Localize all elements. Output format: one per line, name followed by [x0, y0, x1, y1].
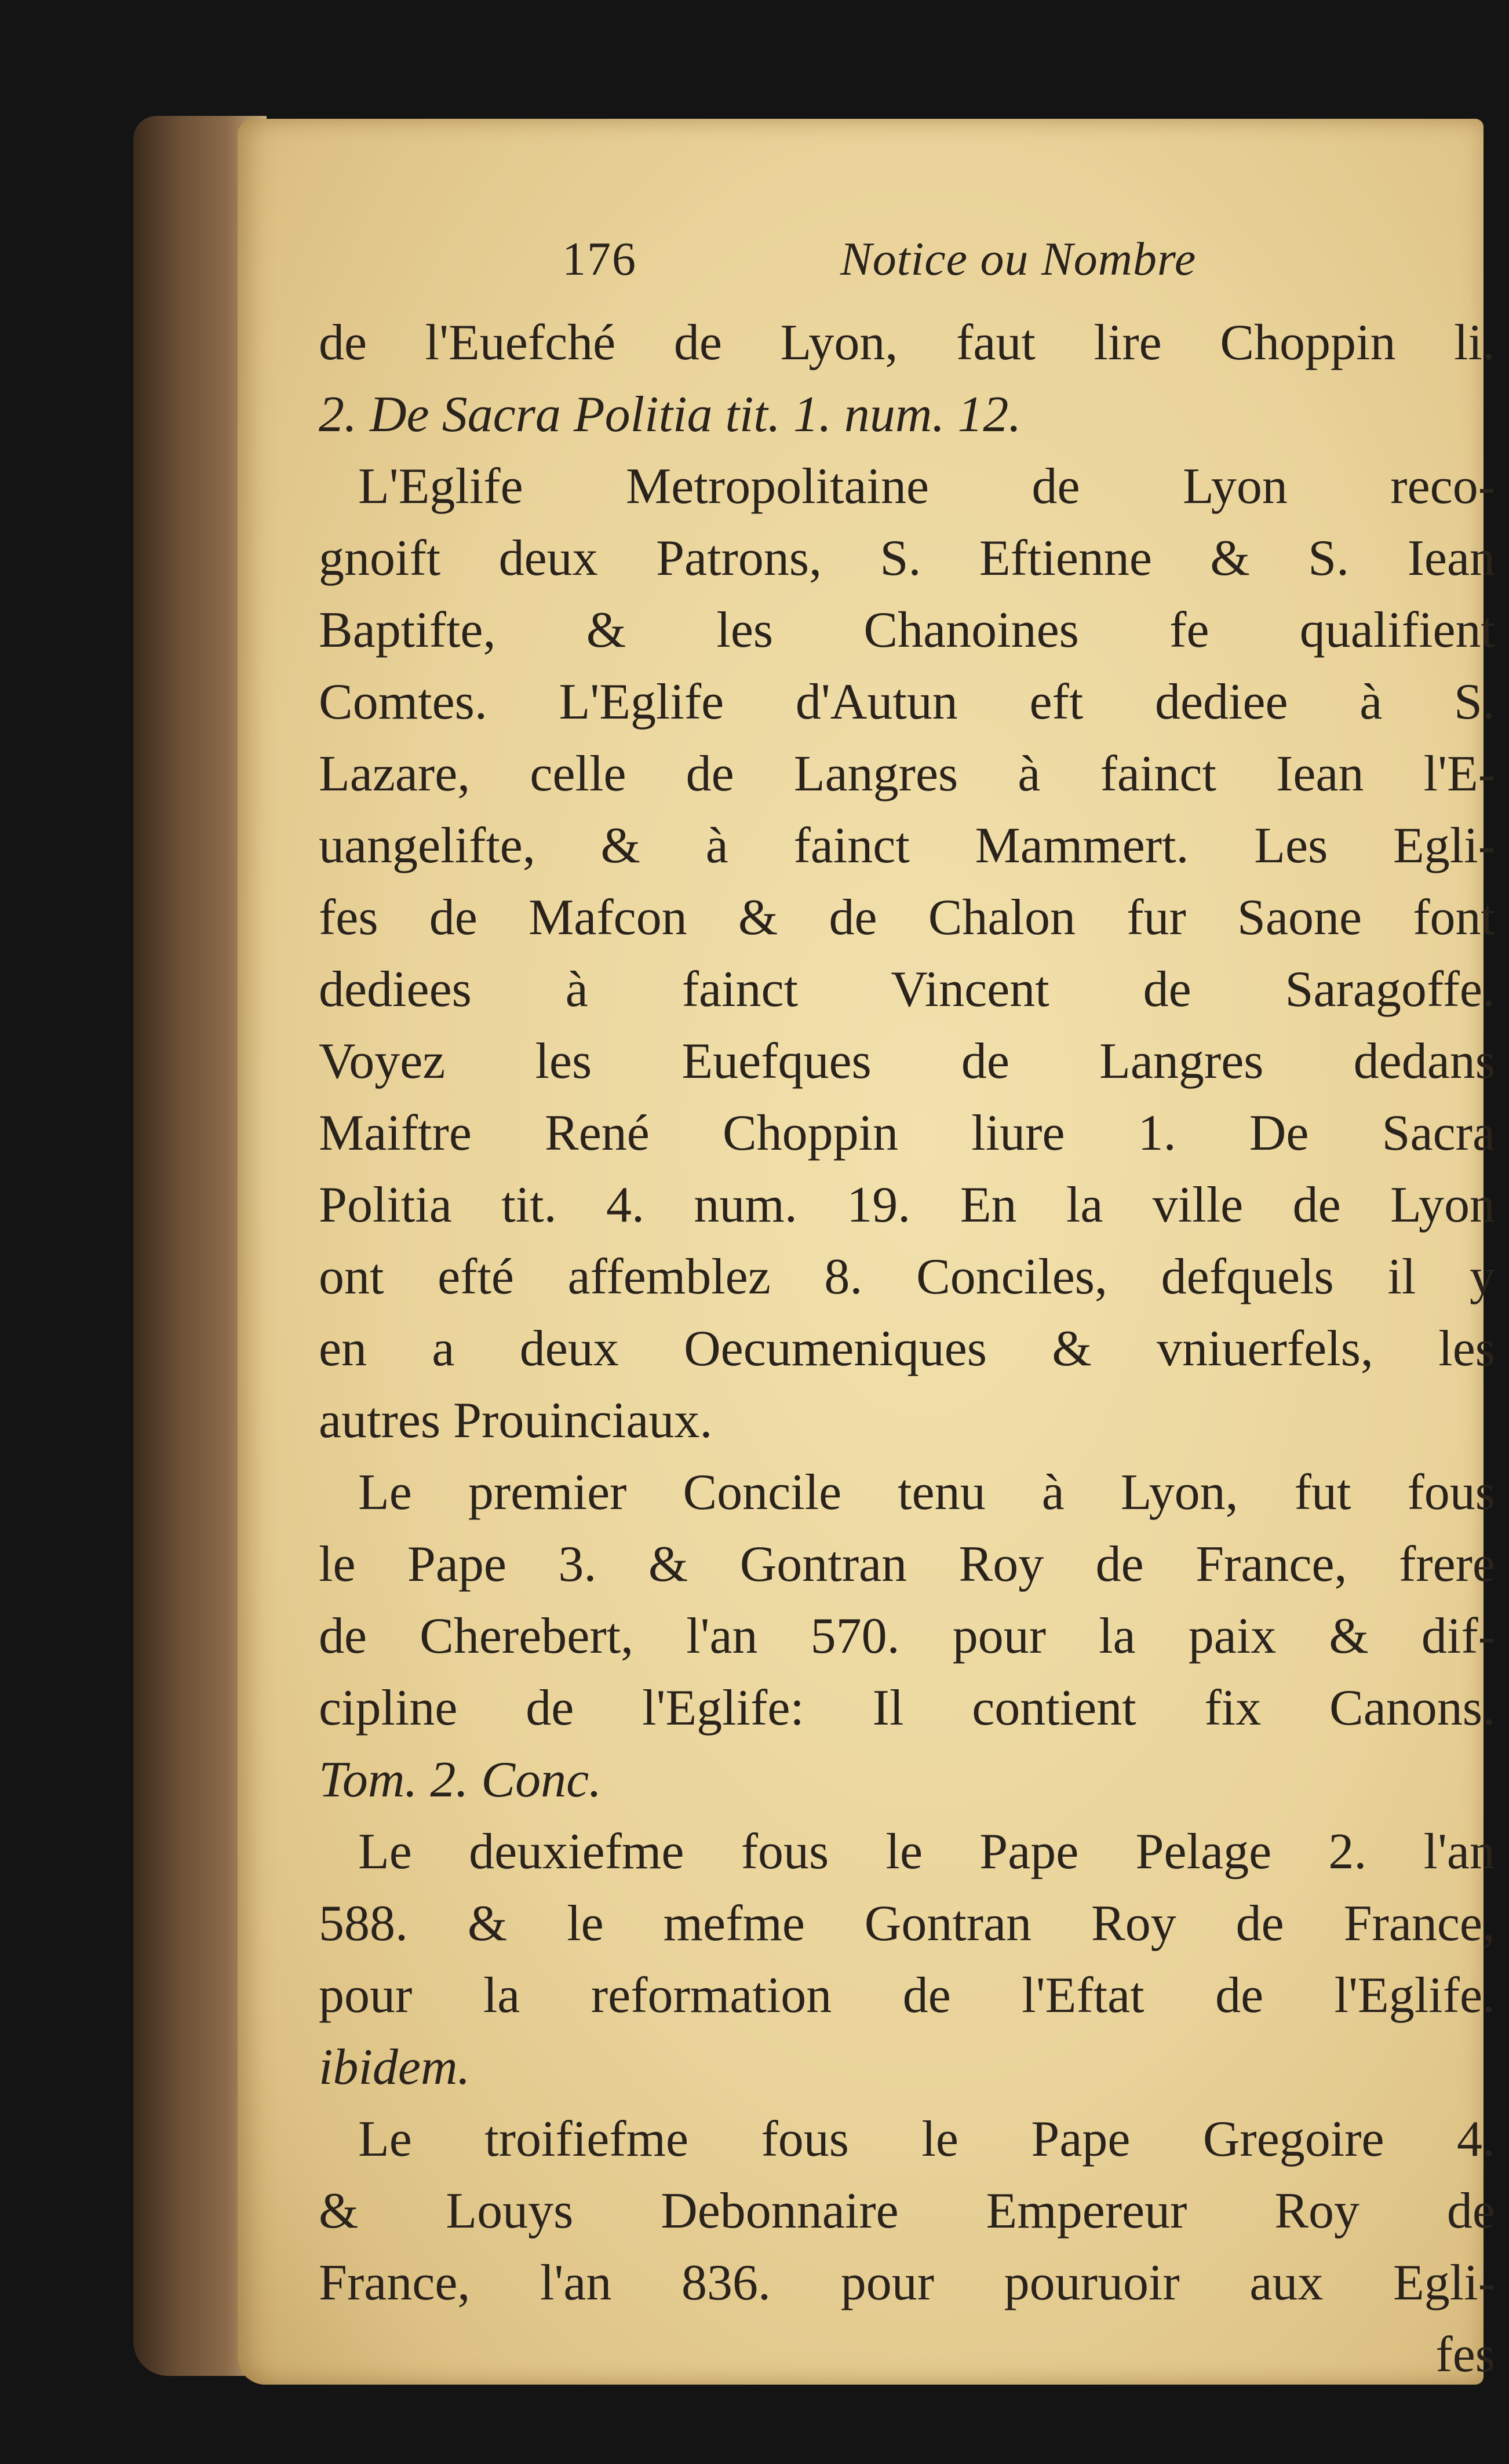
- text-line: le Pape 3. & Gontran Roy de France, frere: [319, 1536, 1495, 1592]
- text-line: Tom. 2. Conc.: [319, 1752, 602, 1808]
- text-line: autres Prouinciaux.: [319, 1393, 713, 1449]
- text-line: Voyez les Euefques de Langres dedans: [319, 1033, 1495, 1089]
- text-line: 588. & le mefme Gontran Roy de France,: [319, 1896, 1495, 1952]
- text-line: de l'Euefché de Lyon, faut lire Choppin li.: [319, 315, 1495, 371]
- page-number: 176: [562, 232, 637, 285]
- text-line: gnoift deux Patrons, S. Eftienne & S. Iean: [319, 530, 1495, 586]
- page-header: [319, 232, 1495, 307]
- text-line: L'Eglife Metropolitaine de Lyon reco-: [358, 458, 1495, 515]
- text-line: Comtes. L'Eglife d'Autun eft dediee à S.: [319, 674, 1495, 730]
- catchword: fes: [1435, 2327, 1495, 2383]
- text-line: 2. De Sacra Politia tit. 1. num. 12.: [319, 387, 1022, 443]
- text-line: France, l'an 836. pour pouruoir aux Egli-: [319, 2255, 1495, 2311]
- text-line: Politia tit. 4. num. 19. En la ville de Lyon: [319, 1177, 1495, 1233]
- page-text-block: [319, 232, 1495, 2391]
- text-line: ont efté affemblez 8. Conciles, defquels il y: [319, 1249, 1495, 1305]
- text-line: cipline de l'Eglife: Il contient fix Canons.: [319, 1680, 1495, 1736]
- text-line: Lazare, celle de Langres à fainct Iean l'E-: [319, 746, 1495, 802]
- text-line: Maiftre René Choppin liure 1. De Sacra: [319, 1105, 1495, 1161]
- text-line: Le deuxiefme fous le Pape Pelage 2. l'an: [358, 1824, 1495, 1880]
- text-line: Baptifte, & les Chanoines fe qualifient: [319, 602, 1495, 658]
- text-line: dediees à fainct Vincent de Saragoffe.: [319, 961, 1495, 1018]
- text-line: fes de Mafcon & de Chalon fur Saone font: [319, 890, 1495, 946]
- running-title: Notice ou Nombre: [840, 232, 1197, 285]
- text-line: ibidem.: [319, 2039, 471, 2095]
- text-line: & Louys Debonnaire Empereur Roy de: [319, 2183, 1495, 2239]
- text-line: de Cherebert, l'an 570. pour la paix & dif-: [319, 1608, 1495, 1664]
- text-line: uangelifte, & à fainct Mammert. Les Egli-: [319, 818, 1495, 874]
- text-line: en a deux Oecumeniques & vniuerfels, les: [319, 1321, 1495, 1377]
- text-line: pour la reformation de l'Eftat de l'Eglife.: [319, 1967, 1495, 2024]
- text-line: Le premier Concile tenu à Lyon, fut fous: [358, 1464, 1495, 1521]
- text-line: Le troifiefme fous le Pape Gregoire 4.: [358, 2111, 1495, 2167]
